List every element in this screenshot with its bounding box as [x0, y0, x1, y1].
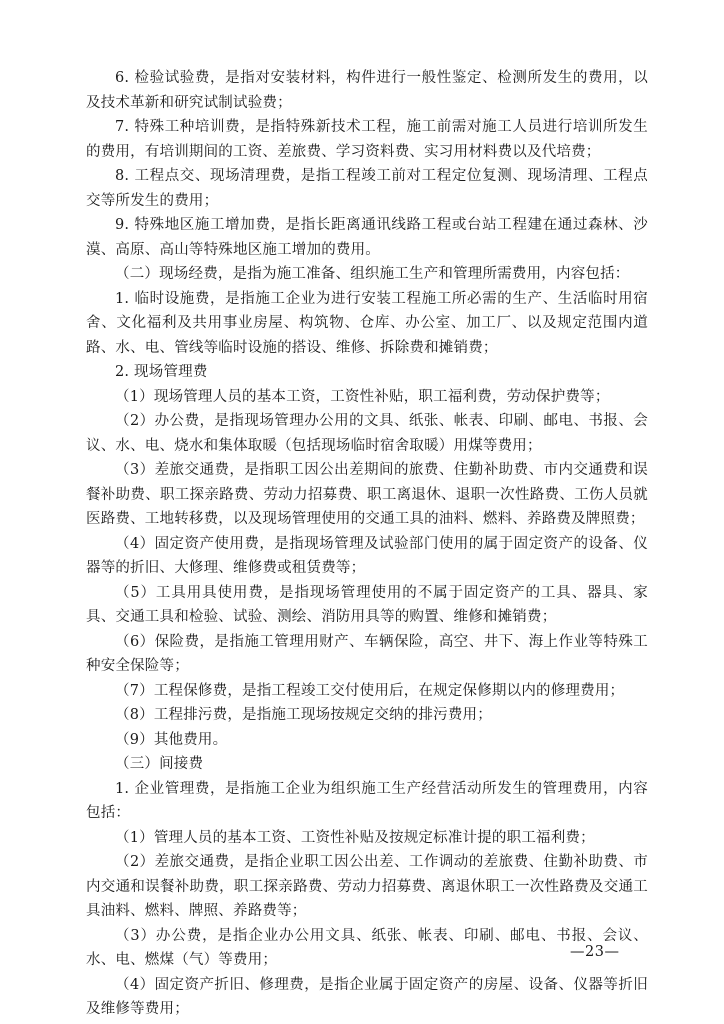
paragraph-item-7-training-fee: 7. 特殊工种培训费，是指特殊新技术工程，施工前需对施工人员进行培训所发生的费用，有培训期间的工资、差旅费、学习资料费、实习用材料费以及代培费； [86, 119, 648, 160]
list-item-enterprise-travel-fee: （2）差旅交通费，是指企业职工因公出差、工作调动的差旅费、住勤补助费、市内交通和误餐补助费，职工探亲路费、劳动力招募费、离退休职工一次性路费及交通工具油料、燃料、牌照、养路费等； [86, 854, 648, 919]
document-body [86, 66, 648, 1022]
paragraph-item-6-testing-fee: 6. 检验试验费，是指对安装材料，构件进行一般性鉴定、检测所发生的费用，以及技术革新和研究试制试验费； [86, 70, 648, 111]
list-item-warranty-fee: （7）工程保修费，是指工程竣工交付使用后，在规定保修期以内的修理费用； [115, 682, 625, 699]
list-item-other-fees: （9）其他费用。 [115, 731, 228, 748]
section-heading-indirect-costs: （三）间接费 [115, 756, 204, 772]
list-item-sewage-fee: （8）工程排污费，是指施工现场按规定交纳的排污费用； [115, 707, 492, 723]
list-item-depreciation-repair-fee: （4）固定资产折旧、修理费，是指企业属于固定资产的房屋、设备、仪器等折旧及维修等费用； [86, 976, 648, 1017]
list-item-site-travel-fee: （3）差旅交通费，是指职工因公出差期间的旅费、住勤补助费、市内交通费和误餐补助费、职工探亲路费、劳动力招募费、职工离退休、退职一次性路费、工伤人员就医路费、工地转移费，以及现场管理使用的交通工具的油料、燃料、养路费及牌照费； [86, 462, 648, 527]
list-item-enterprise-office-fee: （3）办公费，是指企业办公用文具、纸张、帐表、印刷、邮电、书报、会议、水、电、燃煤（气）等费用； [86, 927, 648, 968]
subheading-site-management-fee: 2. 现场管理费 [115, 364, 208, 380]
list-item-site-fixed-assets-fee: （4）固定资产使用费，是指现场管理及试验部门使用的属于固定资产的设备、仪器等的折旧、大修理、维修费或租赁费等； [86, 535, 648, 576]
list-item-site-tools-fee: （5）工具用具使用费，是指现场管理使用的不属于固定资产的工具、器具、家具、交通工具和检验、试验、测绘、消防用具等的购置、维修和摊销费； [86, 584, 648, 625]
section-heading-site-expenses: （二）现场经费，是指为施工准备、组织施工生产和管理所需费用，内容包括： [115, 266, 630, 282]
paragraph-item-9-special-area-fee: 9. 特殊地区施工增加费，是指长距离通讯线路工程或台站工程建在通过森林、沙漠、高原、高山等特殊地区施工增加的费用。 [86, 217, 648, 258]
list-item-site-staff-wages: （1）现场管理人员的基本工资，工资性补贴，职工福利费，劳动保护费等； [115, 388, 610, 405]
paragraph-temporary-facilities-fee: 1. 临时设施费，是指施工企业为进行安装工程施工所必需的生产、生活临时用宿舍、文化福利及共用事业房屋、构筑物、仓库、办公室、加工厂、以及规定范围内道路、水、电、管线等临时设施的搭设、维修、拆除费和摊销费； [86, 290, 648, 356]
paragraph-enterprise-management-fee: 1. 企业管理费，是指施工企业为组织施工生产经营活动所发生的管理费用，内容包括： [86, 780, 648, 821]
page-number: —23— [570, 944, 620, 960]
paragraph-item-8-handover-cleanup-fee: 8. 工程点交、现场清理费，是指工程竣工前对工程定位复测、现场清理、工程点交等所发生的费用； [86, 168, 648, 209]
list-item-site-insurance-fee: （6）保险费，是指施工管理用财产、车辆保险，高空、井下、海上作业等特殊工种安全保险等； [86, 633, 648, 674]
list-item-site-office-fee: （2）办公费，是指现场管理办公用的文具、纸张、帐表、印刷、邮电、书报、会议、水、电、烧水和集体取暖（包括现场临时宿舍取暖）用煤等费用； [86, 413, 648, 454]
list-item-management-staff-wages: （1）管理人员的基本工资、工资性补贴及按规定标准计提的职工福利费； [115, 829, 595, 846]
